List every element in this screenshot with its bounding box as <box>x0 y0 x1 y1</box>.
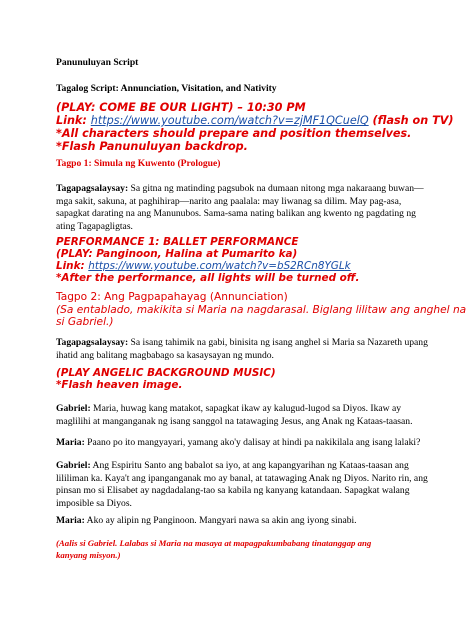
tagpo-1-heading: Tagpo 1: Simula ng Kuwento (Prologue) <box>56 158 221 169</box>
dialogue-text: pinsan mo si Elisabet ay nagdadalang-tao sa kabila ng kanyang katandaan. Sapagkat walang <box>56 485 410 496</box>
tagpo-2-heading: Tagpo 2: Ang Pagpapahayag (Annunciation) <box>56 291 288 303</box>
narration-2-text: ihatid ang balitang magbabago sa kasaysayan ng mundo. <box>56 349 274 361</box>
performance-title: PERFORMANCE 1: BALLET PERFORMANCE <box>56 236 299 248</box>
narration-2 <box>56 337 428 362</box>
speaker-label: Gabriel: <box>56 403 91 414</box>
link-label: Link: <box>56 114 91 127</box>
performance-instruction: *After the performance, all lights will be turned off. <box>56 272 360 284</box>
flash-cue-line: *Flash heaven image. <box>56 379 183 391</box>
performance-cue <box>56 236 428 284</box>
dialogue-maria-1 <box>56 437 428 450</box>
play-cue-1-instruction: *All characters should prepare and position themselves. <box>56 127 412 140</box>
stage-direction: si Gabriel.) <box>56 316 114 328</box>
link-suffix: (flash on TV) <box>368 114 454 127</box>
narration-1 <box>56 183 428 233</box>
speaker-label: Maria: <box>56 515 85 526</box>
dialogue-text: Maria, huwag kang matakot, sapagkat ikaw ay kalugud-lugod sa Diyos. Ikaw ay <box>90 403 402 414</box>
dialogue-text: Ako ay alipin ng Panginoon. Mangyari nawa sa akin ang iyong sinabi. <box>84 515 357 526</box>
stage-direction: (Sa entablado, makikita si Maria na nagdarasal. Biglang lilitaw ang anghel na <box>56 303 467 316</box>
link-label: Link: <box>56 260 89 272</box>
dialogue-text: imposible sa Diyos. <box>56 497 132 509</box>
dialogue-gabriel-2 <box>56 460 428 510</box>
music-cue-line: (PLAY ANGELIC BACKGROUND MUSIC) <box>56 367 276 379</box>
dialogue-maria-2 <box>56 515 428 528</box>
performance-play: (PLAY: Panginoon, Halina at Pumarito ka) <box>56 248 298 260</box>
narration-1-text: Sa gitna ng matinding pagsubok na dumaan nitong mga nakaraang buwan— <box>128 183 424 194</box>
narration-1-text: ating Tagapagligtas. <box>56 220 133 232</box>
play-cue-1-link-line <box>56 114 454 127</box>
play-cue-1-line: (PLAY: COME BE OUR LIGHT) – 10:30 PM <box>56 101 306 114</box>
dialogue-text: maglilihi at manganganak ng isang sanggol na tatawaging Jesus, ang Anak ng Kataas-taasan. <box>56 415 413 427</box>
speaker-label: Gabriel: <box>56 460 91 471</box>
stage-direction: (Aalis si Gabriel. Lalabas si Maria na masaya at mapagpakumbabang tinatanggap ang <box>56 538 372 548</box>
dialogue-gabriel-1 <box>56 403 428 428</box>
play-cue-1-flash: *Flash Panunuluyan backdrop. <box>56 140 248 153</box>
performance-link-line <box>56 260 428 272</box>
dialogue-text: Paano po ito mangyayari, yamang ako'y dalisay at hindi pa nakikilala ang isang lalaki? <box>84 437 421 448</box>
speaker-label: Tagapagsalaysay: <box>56 183 129 194</box>
speaker-label: Maria: <box>56 437 85 448</box>
closing-stage-direction <box>56 538 428 561</box>
narration-2-text: Sa isang tahimik na gabi, binisita ng isang anghel si Maria sa Nazareth upang <box>128 337 428 348</box>
doc-subtitle: Tagalog Script: Annunciation, Visitation, and Nativity <box>56 83 277 94</box>
youtube-link-2[interactable]: https://www.youtube.com/watch?v=bS2RCn8YGLk <box>88 260 351 272</box>
narration-1-text: mga sakit, sakuna, at paghihirap—narito ang paalala: may liwanag sa dilim. May pag-asa, <box>56 195 402 207</box>
narration-1-text: sapagkat darating na ang Manunubos. Sama-sama nating balikan ang kwento ng pagdating ng <box>56 208 416 219</box>
music-cue <box>56 367 428 391</box>
speaker-label: Tagapagsalaysay: <box>56 337 129 348</box>
stage-direction: kanyang misyon.) <box>56 549 121 560</box>
dialogue-text: lililiman ka. Kaya't ang ipanganganak mo ay banal, at tatawaging Anak ng Diyos. Narito rin, ang <box>56 472 428 484</box>
play-cue-1 <box>56 101 454 153</box>
tagpo-2-block <box>56 291 467 329</box>
dialogue-text: Ang Espiritu Santo ang babalot sa iyo, at ang kapangyarihan ng Kataas-taasan ang <box>90 460 409 471</box>
youtube-link-1[interactable]: https://www.youtube.com/watch?v=zjMF1QCuelQ <box>90 114 369 127</box>
doc-title: Panunuluyan Script <box>56 57 139 68</box>
